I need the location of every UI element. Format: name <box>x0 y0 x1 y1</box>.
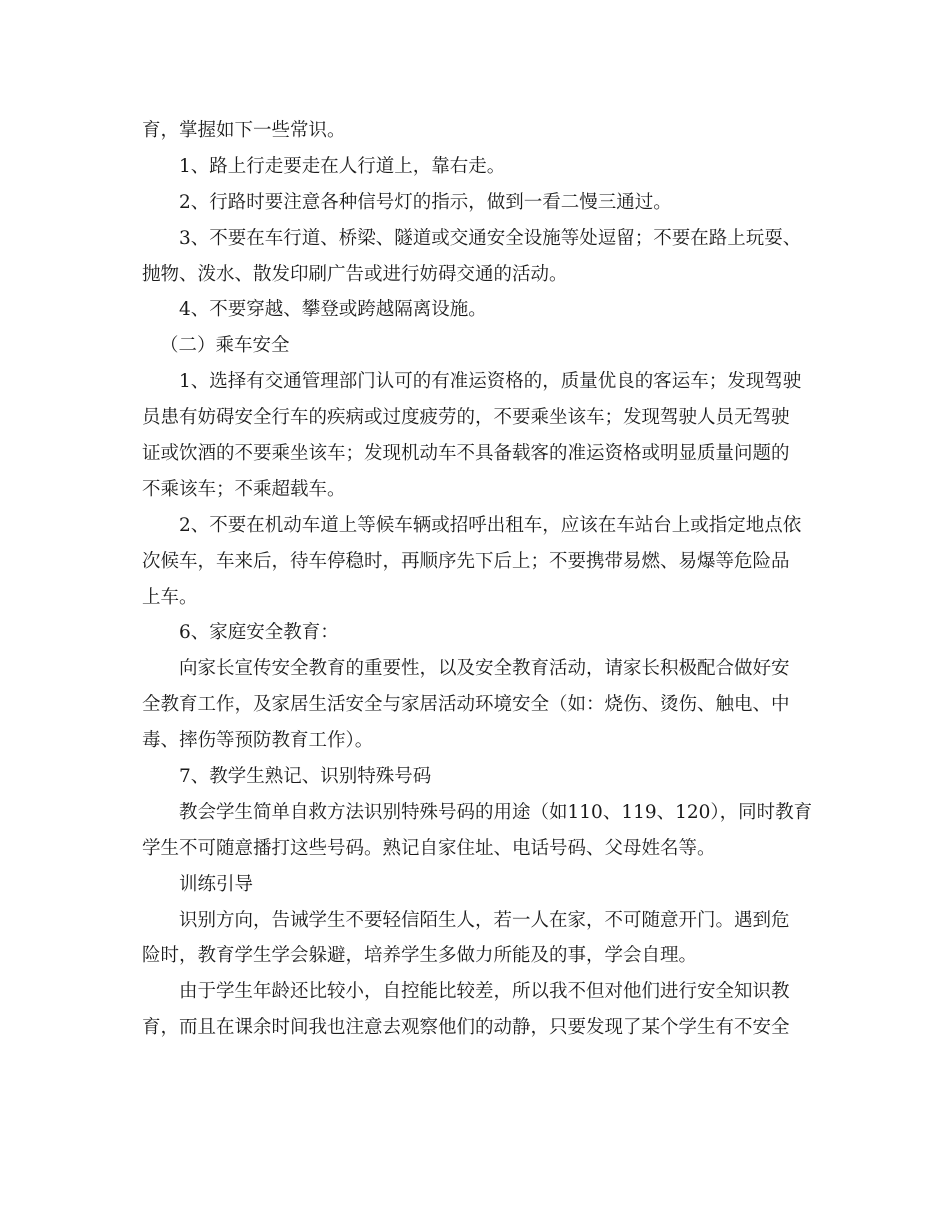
paragraph-line: 识别方向，告诫学生不要轻信陌生人，若一人在家，不可随意开门。遇到危 <box>179 909 790 931</box>
paragraph-line: 抛物、泼水、散发印刷广告或进行妨碍交通的活动。 <box>142 263 568 285</box>
paragraph-line: 由于学生年龄还比较小，自控能比较差，所以我不但对他们进行安全知识教 <box>179 981 790 1003</box>
paragraph-line: 不乘该车；不乘超载车。 <box>142 478 346 500</box>
paragraph-line: 证或饮酒的不要乘坐该车；发现机动车不具备载客的准运资格或明显质量问题的 <box>142 443 790 465</box>
paragraph-line: 教会学生简单自救方法识别特殊号码的用途（如110、119、120），同时教育 <box>179 801 813 823</box>
section-heading: 训练引导 <box>179 873 254 895</box>
paragraph-line: 向家长宣传安全教育的重要性，以及安全教育活动，请家长积极配合做好安 <box>179 658 790 680</box>
section-heading: 6、家庭安全教育： <box>179 622 339 644</box>
paragraph-line: 次候车，车来后，待车停稳时，再顺序先下后上；不要携带易燃、易爆等危险品 <box>142 550 790 572</box>
paragraph-line: 2、行路时要注意各种信号灯的指示，做到一看二慢三通过。 <box>179 191 672 213</box>
paragraph-line: 毒、摔伤等预防教育工作）。 <box>142 730 374 752</box>
paragraph-line: 4、不要穿越、攀登或跨越隔离设施。 <box>179 299 487 321</box>
paragraph-line: 学生不可随意播打这些号码。熟记自家住址、电话号码、父母姓名等。 <box>142 837 716 859</box>
paragraph-line: 3、不要在车行道、桥梁、隧道或交通安全设施等处逗留；不要在路上玩耍、 <box>179 227 802 249</box>
paragraph-line: 1、路上行走要走在人行道上，靠右走。 <box>179 155 506 177</box>
section-heading: （二）乘车安全 <box>160 335 290 357</box>
paragraph-line: 1、选择有交通管理部门认可的有准运资格的，质量优良的客运车；发现驾驶 <box>179 371 802 393</box>
paragraph-line: 险时，教育学生学会躲避，培养学生多做力所能及的事，学会自理。 <box>142 945 698 967</box>
paragraph-line: 育，而且在课余时间我也注意去观察他们的动静，只要发现了某个学生有不安全 <box>142 1017 790 1039</box>
section-heading: 7、教学生熟记、识别特殊号码 <box>179 766 432 788</box>
paragraph-line: 员患有妨碍安全行车的疾病或过度疲劳的，不要乘坐该车；发现驾驶人员无驾驶 <box>142 407 790 429</box>
paragraph-line: 上车。 <box>142 586 198 608</box>
document-body <box>142 113 818 1046</box>
paragraph-line: 全教育工作，及家居生活安全与家居活动环境安全（如：烧伤、烫伤、触电、中 <box>142 694 790 716</box>
paragraph-line: 2、不要在机动车道上等候车辆或招呼出租车，应该在车站台上或指定地点依 <box>179 514 802 536</box>
paragraph-line: 育，掌握如下一些常识。 <box>142 120 346 141</box>
